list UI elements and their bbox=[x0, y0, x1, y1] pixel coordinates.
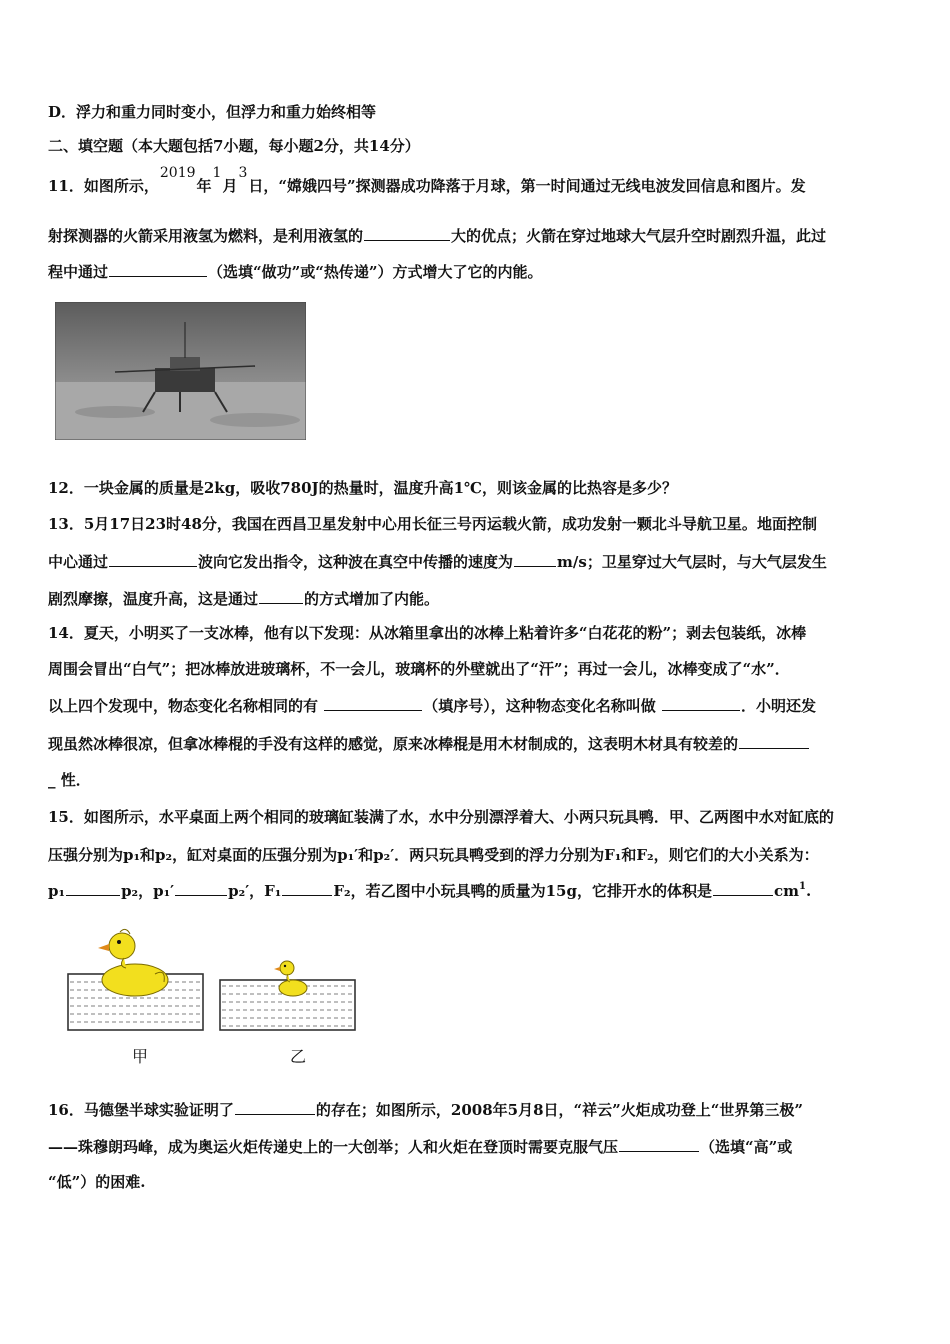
q15-line-1: 15．如图所示，水平桌面上两个相同的玻璃缸装满了水，水中分别漂浮着大、小两只玩具鸭．甲、乙两图中水对缸底的 bbox=[48, 808, 834, 826]
q16-blank-1[interactable] bbox=[235, 1100, 315, 1115]
q11-line-2: 射探测器的火箭采用液氢为燃料，是利用液氢的 大的优点；火箭在穿过地球大气层升空时剧烈升温，此过 bbox=[48, 227, 827, 245]
small-duck bbox=[274, 961, 307, 996]
q14-line-2: 周围会冒出“白气”；把冰棒放进玻璃杯，不一会儿，玻璃杯的外壁就出了“汗”；再过一会儿，冰棒变成了“水”． bbox=[48, 660, 790, 678]
q13-line-3: 剧烈摩擦，温度升高，这是通过 的方式增加了内能。 bbox=[48, 590, 440, 608]
moon-lander-image bbox=[55, 302, 306, 440]
duck-figures bbox=[60, 922, 370, 1072]
q15-line-2: 压强分别为p₁和p₂，缸对桌面的压强分别为p₁′和p₂′．两只玩具鸭受到的浮力分别为F₁和F₂，则它们的大小关系为： bbox=[48, 846, 819, 864]
q14-line-4: 现虽然冰棒很凉，但拿冰棒棍的手没有这样的感觉，原来冰棒棍是用木材制成的，这表明木材具有较差的 bbox=[48, 734, 810, 754]
caption-jia: 甲 bbox=[132, 1047, 149, 1066]
q14-line-3: 以上四个发现中，物态变化名称相同的有 （填序号），这种物态变化名称叫做 ．小明还发 bbox=[48, 697, 817, 715]
section-title: 二、填空题（本大题包括7小题，每小题2分，共14分） bbox=[48, 137, 420, 155]
q14-blank-3[interactable] bbox=[739, 734, 809, 749]
q16-line-2: ——珠穆朗玛峰，成为奥运火炬传递史上的一大创举；人和火炬在登顶时需要克服气压 （选填“高”或 bbox=[48, 1138, 793, 1156]
q15-blank-4[interactable] bbox=[713, 881, 773, 896]
q12: 12．一块金属的质量是2kg，吸收780J的热量时，温度升高1℃，则该金属的比热容是多少？ bbox=[48, 479, 678, 497]
duck-diagram bbox=[60, 922, 370, 1072]
q14-line-1: 14．夏天，小明买了一支冰棒，他有以下发现：从冰箱里拿出的冰棒上粘着许多“白花花的粉”；剥去包装纸，冰棒 bbox=[48, 624, 807, 642]
q15-line-3: p₁ p₂，p₁′ p₂′，F₁ F₂，若乙图中小玩具鸭的质量为15g，它排开水的体积是 $cm^1$. bbox=[48, 881, 812, 900]
q14-blank-1[interactable] bbox=[324, 696, 422, 711]
q14-line-5: _ 性． bbox=[48, 771, 91, 789]
q15-blank-2[interactable] bbox=[175, 881, 227, 896]
q14-blank-2[interactable] bbox=[662, 696, 740, 711]
q16-blank-2[interactable] bbox=[619, 1137, 699, 1152]
q11-line-1: 11．如图所示，2019年1月3日，“嫦娥四号”探测器成功降落于月球，第一时间通过无线电波发回信息和图片。发 bbox=[48, 165, 806, 195]
q11-line-3: 程中通过 （选填“做功”或“热传递”）方式增大了它的内能。 bbox=[48, 263, 543, 281]
q11-blank-2[interactable] bbox=[109, 262, 207, 277]
option-d: D．浮力和重力同时变小，但浮力和重力始终相等 bbox=[48, 103, 377, 121]
q15-blank-1[interactable] bbox=[66, 881, 120, 896]
q11-blank-1[interactable] bbox=[364, 226, 450, 241]
q15-blank-3[interactable] bbox=[282, 881, 332, 896]
q16-line-3: “低”）的困难. bbox=[48, 1173, 146, 1191]
q16-line-1: 16．马德堡半球实验证明了 的存在；如图所示，2008年5月8日，“祥云”火炬成功登上“世界第三极” bbox=[48, 1101, 804, 1119]
moon-lander-photo bbox=[55, 302, 306, 440]
big-duck bbox=[98, 929, 168, 996]
q13-line-1: 13．5月17日23时48分，我国在西昌卫星发射中心用长征三号丙运载火箭，成功发射一颗北斗导航卫星。地面控制 bbox=[48, 515, 817, 533]
caption-yi: 乙 bbox=[290, 1047, 307, 1066]
q13-blank-2[interactable] bbox=[514, 552, 556, 567]
q13-blank-3[interactable] bbox=[259, 589, 303, 604]
q13-blank-1[interactable] bbox=[109, 552, 197, 567]
q13-line-2: 中心通过 波向它发出指令，这种波在真空中传播的速度为 m/s；卫星穿过大气层时，与大气层发生 bbox=[48, 553, 827, 571]
